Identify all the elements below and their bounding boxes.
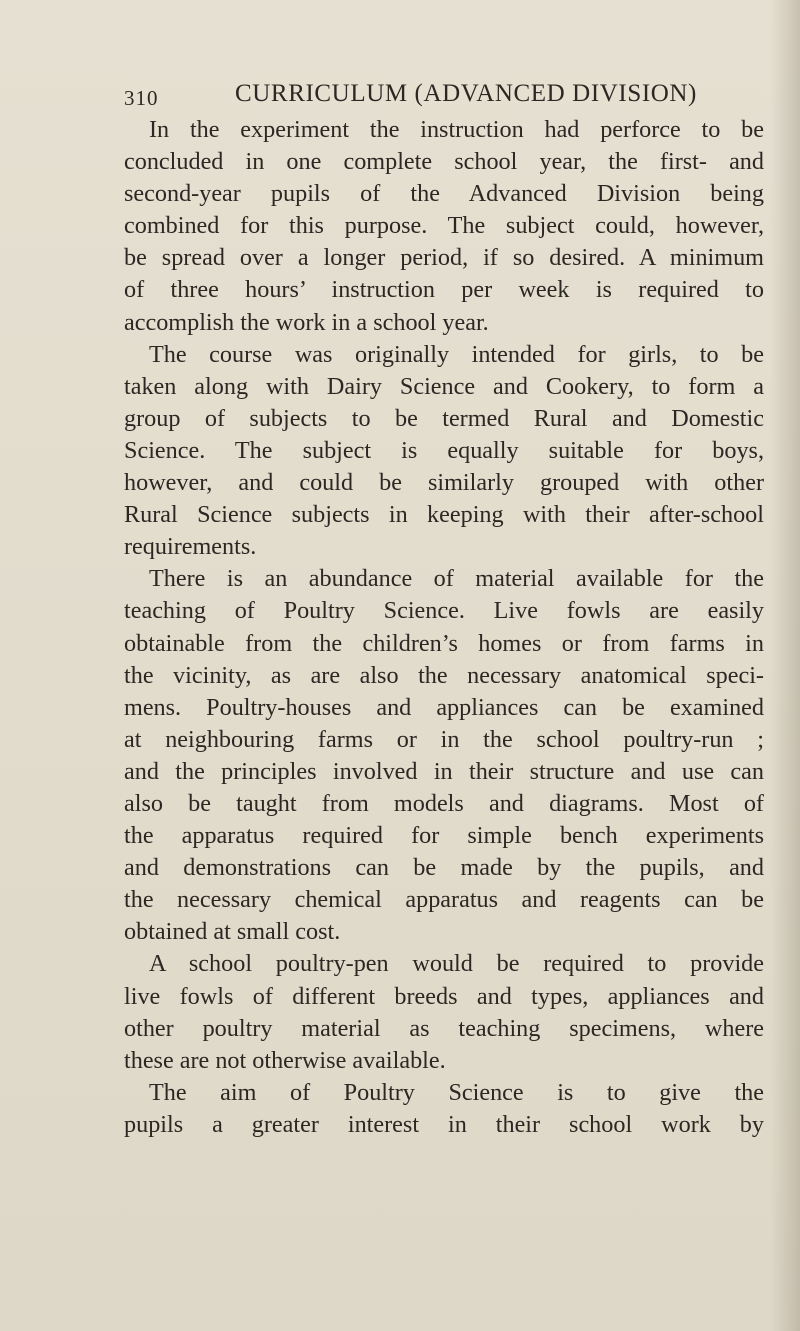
- text-line: mens. Poultry-houses and appliances can be examined: [124, 693, 764, 721]
- text-line: also be taught from models and diagrams. Most of: [124, 789, 764, 817]
- text-line: obtained at small cost.: [124, 918, 341, 946]
- text-line: The course was originally intended for girls, to be: [149, 340, 764, 368]
- paragraph: [124, 563, 764, 948]
- text-line: There is an abundance of material available for the: [149, 565, 764, 593]
- text-line: requirements.: [124, 533, 257, 561]
- text-line: The aim of Poultry Science is to give the: [149, 1078, 764, 1106]
- text-line: combined for this purpose. The subject could, however,: [124, 212, 764, 240]
- text-line: and the principles involved in their structure and use can: [124, 757, 764, 785]
- running-title: CURRICULUM (ADVANCED DIVISION): [235, 80, 697, 107]
- text-line: taken along with Dairy Science and Cookery, to form a: [124, 372, 764, 400]
- text-line: In the experiment the instruction had perforce to be: [149, 116, 764, 143]
- text-line: obtainable from the children’s homes or from farms in: [124, 629, 764, 657]
- paragraph: [124, 114, 764, 339]
- paragraph: [124, 339, 764, 564]
- text-line: and demonstrations can be made by the pupils, and: [124, 854, 764, 882]
- paragraph: [124, 948, 764, 1076]
- text-line: be spread over a longer period, if so desired. A minimum: [124, 244, 764, 272]
- text-line: the necessary chemical apparatus and reagents can be: [124, 886, 764, 914]
- text-line: concluded in one complete school year, the first- and: [124, 148, 764, 176]
- text-line: second-year pupils of the Advanced Division being: [124, 180, 764, 208]
- text-line: accomplish the work in a school year.: [124, 308, 489, 336]
- text-line: A school poultry-pen would be required to provide: [149, 950, 764, 978]
- text-line: at neighbouring farms or in the school poultry-run ;: [124, 725, 764, 753]
- text-line: these are not otherwise available.: [124, 1046, 446, 1074]
- text-line: the apparatus required for simple bench experiments: [124, 822, 764, 850]
- text-line: teaching of Poultry Science. Live fowls are easily: [124, 597, 764, 625]
- running-head: [124, 80, 697, 116]
- text-line: of three hours’ instruction per week is required to: [124, 276, 764, 304]
- body-text: [124, 114, 764, 1141]
- paragraph: [124, 1077, 764, 1141]
- text-line: group of subjects to be termed Rural and Domestic: [124, 404, 764, 432]
- text-line: live fowls of different breeds and types, appliances and: [124, 982, 764, 1010]
- page-number: 310: [124, 86, 159, 110]
- text-line: Science. The subject is equally suitable for boys,: [124, 436, 764, 464]
- text-line: pupils a greater interest in their school work by: [124, 1110, 764, 1138]
- text-line: Rural Science subjects in keeping with their after-school: [124, 501, 764, 529]
- text-line: other poultry material as teaching specimens, where: [124, 1014, 764, 1042]
- text-line: the vicinity, as are also the necessary anatomical speci-: [124, 661, 764, 689]
- text-line: however, and could be similarly grouped with other: [124, 469, 764, 497]
